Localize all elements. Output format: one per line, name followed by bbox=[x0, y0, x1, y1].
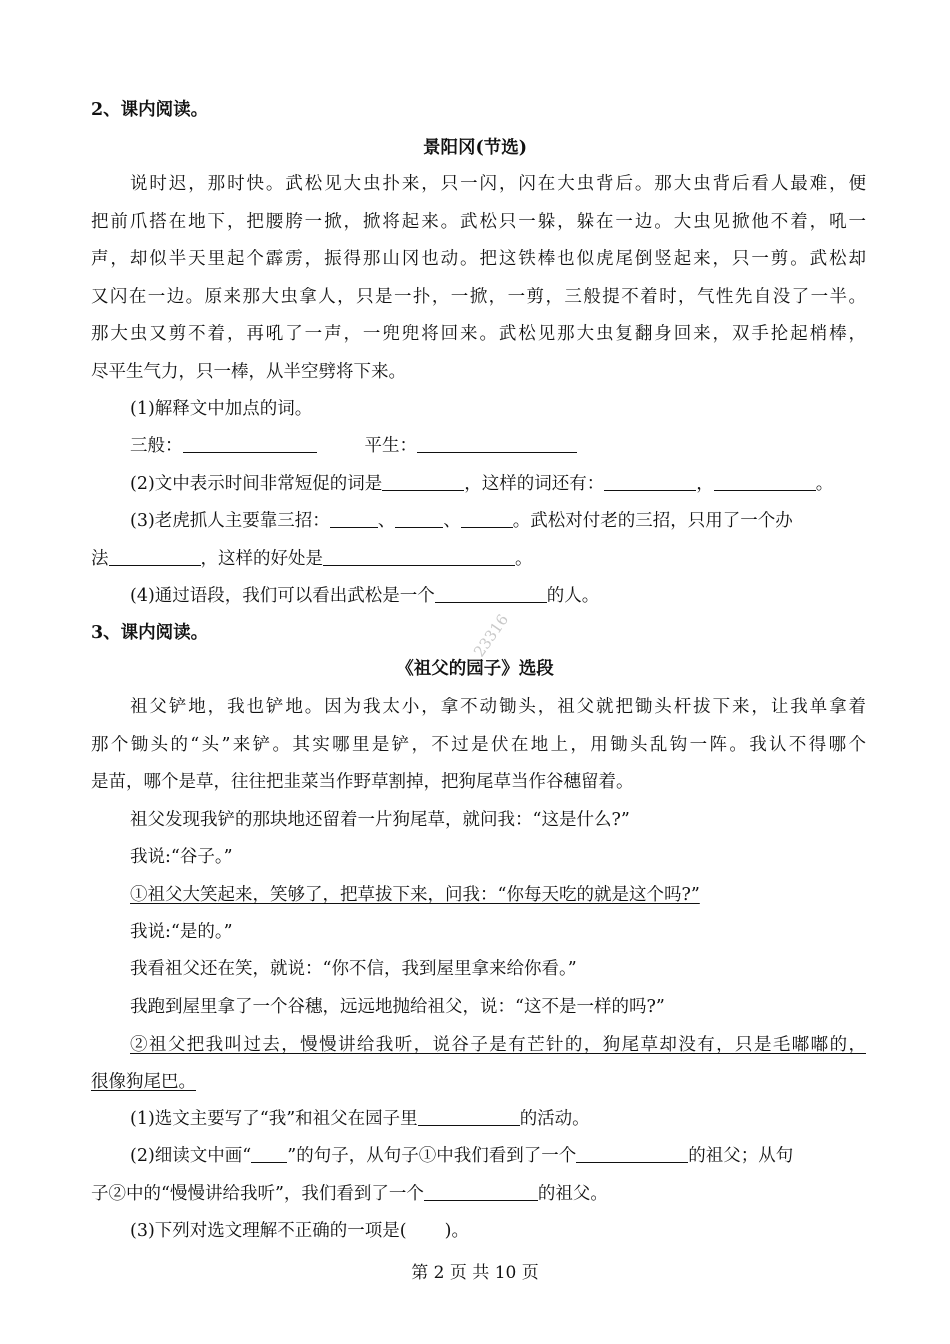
question-text: 、 bbox=[443, 511, 461, 531]
passage-line: 是苗，哪个是草，往往把韭菜当作野草割掉，把狗尾草当作谷穗留着。 bbox=[91, 772, 634, 792]
question-text: 。 bbox=[815, 474, 834, 494]
question-2-1-terms bbox=[130, 434, 866, 458]
question-text: 的祖父。 bbox=[537, 1184, 608, 1204]
question-text: 。 bbox=[515, 549, 533, 569]
question-2-3 bbox=[130, 509, 866, 533]
underlined-sentence-2-cont: 很像狗尾巴。 bbox=[91, 1072, 196, 1092]
question-text: 的祖父；从句 bbox=[688, 1146, 794, 1166]
question-2-2 bbox=[130, 472, 866, 496]
passage-line: 我说:“是的。” bbox=[130, 922, 233, 942]
answer-blank[interactable] bbox=[604, 472, 696, 491]
answer-blank[interactable] bbox=[714, 472, 816, 491]
underline-sample bbox=[251, 1144, 287, 1163]
term-label: 三般： bbox=[130, 436, 183, 456]
question-3-3 bbox=[130, 1219, 866, 1243]
passage-line: 那个锄头的“头”来铲。其实哪里是铲，不过是伏在地上，用锄头乱钩一阵。我认不得哪个 bbox=[91, 735, 866, 755]
question-text: ，这样的好处是 bbox=[200, 549, 323, 569]
section-3-heading: 3、课内阅读。 bbox=[91, 623, 209, 643]
question-2-4 bbox=[130, 584, 866, 608]
underlined-sentence-2: ②祖父把我叫过去，慢慢讲给我听，说谷子是有芒针的，狗尾草却没有，只是毛嘟嘟的， bbox=[130, 1035, 866, 1055]
question-text: (4)通过语段，我们可以看出武松是一个 bbox=[130, 586, 435, 606]
passage-line: 我说:“谷子。” bbox=[130, 847, 233, 867]
question-3-1 bbox=[130, 1107, 866, 1131]
passage-line: 祖父铲地，我也铲地。因为我太小，拿不动锄头，祖父就把锄头杆拔下来，让我单拿着 bbox=[130, 697, 866, 717]
question-text: (3)下列对选文理解不正确的一项是( bbox=[130, 1221, 407, 1241]
section-3-title: 《祖父的园子》选段 bbox=[396, 659, 554, 679]
passage-line: 祖父发现我铲的那块地还留着一片狗尾草，就问我：“这是什么?” bbox=[130, 810, 630, 830]
question-2-1: (1)解释文中加点的词。 bbox=[130, 399, 313, 419]
passage-line bbox=[91, 1070, 866, 1094]
page-footer: 第 2 页 共 10 页 bbox=[411, 1263, 539, 1283]
answer-blank[interactable] bbox=[576, 1144, 688, 1163]
question-3-2-cont bbox=[91, 1182, 866, 1206]
answer-blank[interactable] bbox=[424, 1182, 538, 1201]
passage-line bbox=[130, 883, 866, 907]
question-text: 子②中的“慢慢讲给我听”，我们看到了一个 bbox=[91, 1184, 424, 1204]
term-label: 平生： bbox=[364, 436, 417, 456]
passage-line: 那大虫又剪不着，再吼了一声，一兜兜将回来。武松见那大虫复翻身回来，双手抡起梢棒， bbox=[91, 324, 866, 344]
question-text: 的活动。 bbox=[519, 1109, 590, 1129]
question-text: (3)老虎抓人主要靠三招： bbox=[130, 511, 330, 531]
watermark: 23316 bbox=[470, 610, 513, 661]
question-text: 、 bbox=[377, 511, 396, 531]
section-2-title: 景阳冈(节选) bbox=[422, 138, 528, 158]
passage-line: 我看祖父还在笑，就说：“你不信，我到屋里拿来给你看。” bbox=[130, 959, 577, 979]
passage-line: 说时迟，那时快。武松见大虫扑来，只一闪，闪在大虫背后。那大虫背后看人最难，便 bbox=[130, 174, 866, 194]
question-text: (1)选文主要写了“我”和祖父在园子里 bbox=[130, 1109, 418, 1129]
answer-blank[interactable] bbox=[382, 472, 464, 491]
question-text: (2)细读文中画“ bbox=[130, 1146, 252, 1166]
passage-line: 声，却似半天里起个霹雳，振得那山冈也动。把这铁棒也似虎尾倒竖起来，只一剪。武松却 bbox=[91, 249, 866, 269]
answer-blank[interactable] bbox=[461, 509, 513, 528]
section-2-heading: 2、课内阅读。 bbox=[91, 100, 209, 120]
answer-blank[interactable] bbox=[418, 1107, 520, 1126]
answer-blank[interactable] bbox=[330, 509, 378, 528]
passage-line: 我跑到屋里拿了一个谷穗，远远地抛给祖父，说：“这不是一样的吗?” bbox=[130, 997, 665, 1017]
question-text: (2)文中表示时间非常短促的词是 bbox=[130, 474, 383, 494]
answer-blank[interactable] bbox=[183, 434, 317, 453]
question-text: 法 bbox=[91, 549, 109, 569]
answer-blank[interactable] bbox=[109, 547, 201, 566]
question-text: ，这样的词还有： bbox=[464, 474, 605, 494]
answer-blank[interactable] bbox=[417, 434, 577, 453]
answer-blank[interactable] bbox=[435, 584, 547, 603]
passage-line: 尽平生气力，只一棒，从半空劈将下来。 bbox=[91, 362, 406, 382]
question-text: ”的句子，从句子①中我们看到了一个 bbox=[287, 1146, 577, 1166]
passage-line: 把前爪搭在地下，把腰胯一掀，掀将起来。武松只一躲，躲在一边。大虫见掀他不着，吼一 bbox=[91, 212, 866, 232]
question-text: )。 bbox=[444, 1221, 469, 1241]
question-3-2 bbox=[130, 1144, 866, 1168]
question-text: ， bbox=[696, 474, 714, 494]
question-2-3-cont bbox=[91, 547, 866, 571]
question-text: 。武松对付老的三招，只用了一个办 bbox=[512, 511, 793, 531]
answer-blank[interactable] bbox=[395, 509, 443, 528]
answer-blank[interactable] bbox=[323, 547, 515, 566]
passage-line: 又闪在一边。原来那大虫拿人，只是一扑，一掀，一剪，三般提不着时，气性先自没了一半。 bbox=[91, 287, 866, 307]
underlined-sentence-1: ①祖父大笑起来，笑够了，把草拔下来，问我：“你每天吃的就是这个吗?” bbox=[130, 885, 700, 905]
question-text: 的人。 bbox=[546, 586, 600, 606]
